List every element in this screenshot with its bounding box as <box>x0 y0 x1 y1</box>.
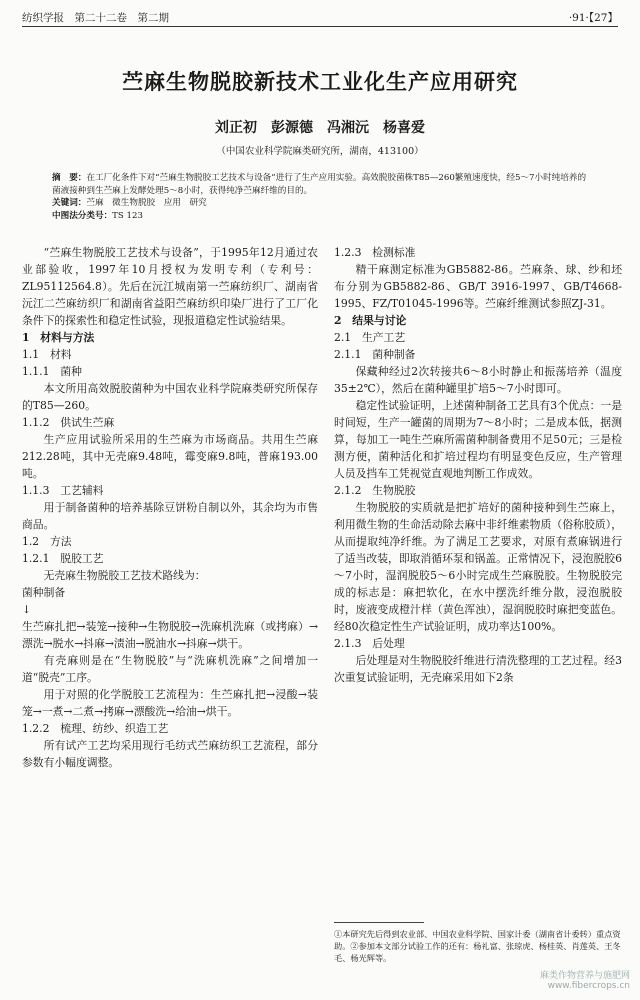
footnote: ①本研究先后得到农业部、中国农业科学院、国家计委（湖南省计委转）重点资助。②参加本文部分试验工作的还有：杨礼富、张琼虎、杨桂英、肖莲英、王冬毛、杨光辉等。 <box>334 929 621 963</box>
body-paragraph: 后处理是对生物脱胶纤维进行清洗整理的工艺过程。经3次重复试验证明，无壳麻采用如下2条 <box>334 654 622 684</box>
body-paragraph: 用于制备菌种的培养基除豆饼粉自制以外，其余均为市售商品。 <box>22 501 318 531</box>
section-heading: 1 材料与方法 <box>22 331 95 344</box>
paper-title: 苎麻生物脱胶新技术工业化生产应用研究 <box>122 69 518 94</box>
subsubsection-heading: 2.1.2 生物脱胶 <box>334 484 416 497</box>
abstract-paragraph <box>52 172 588 197</box>
body-paragraph: 无壳麻生物脱胶工艺技术路线为： <box>43 569 206 582</box>
body-paragraph: 稳定性试验证明，上述菌种制备工艺具有3个优点：一是时间短，生产一罐菌的周期为7～8小时；二是成本低，据测算，每加工一吨生苎麻所需菌种制备费用不足50元；三是检测方便，菌种活化和扩培过程均有明显变色反应，生产管理人员及挡车工凭视觉直观地判断工作成效。 <box>334 399 622 480</box>
subsubsection-heading: 1.1.3 工艺辅料 <box>22 484 104 497</box>
page-number: ·91·【27】 <box>568 12 618 24</box>
right-column <box>334 244 622 686</box>
section-heading: 2 结果与讨论 <box>334 314 407 327</box>
journal-name: 纺织学报 第二十二卷 第二期 <box>22 12 169 24</box>
classification-number: TS 123 <box>112 210 143 221</box>
site-watermark: 麻类作物营养与施肥网 www.fibercrops.cn <box>539 971 630 991</box>
subsubsection-heading: 1.2.3 检测标准 <box>334 246 416 259</box>
subsection-heading: 1.2 方法 <box>22 535 72 548</box>
keywords-label: 关键词： <box>52 198 87 208</box>
subsubsection-heading: 1.2.2 梳理、纺纱、织造工艺 <box>22 722 169 735</box>
subsubsection-heading: 1.1.1 菌种 <box>22 365 82 378</box>
classification-line <box>52 210 588 223</box>
keywords-line <box>52 197 588 210</box>
subsection-heading: 1.1 材料 <box>22 348 72 361</box>
subsubsection-heading: 1.1.2 供试生苎麻 <box>22 416 115 429</box>
subsection-heading: 2.1 生产工艺 <box>334 331 406 344</box>
body-paragraph: 生物脱胶的实质就是把扩培好的菌种接种到生苎麻上，利用微生物的生命活动除去麻中非纤维素物质（俗称胶质），从而提取纯净纤维。为了满足工艺要求，对原有煮麻锅进行了适当改装，即取消循环泵和锅盖。正常情况下，浸泡脱胶6～7小时，湿润脱胶5～6小时完成生苎麻脱胶。生物脱胶完成的标志是：麻把软化，在水中摆洗纤维分散，浸泡脱胶时，废液变成橙汁样（黄色浑浊），湿润脱胶时麻把变蓝色。经80次稳定性生产试验证明，成功率达100%。 <box>334 501 622 633</box>
abstract-label: 摘 要： <box>52 173 87 183</box>
flow-arrow: ↓ <box>22 603 32 616</box>
body-paragraph: 本文所用高效脱胶菌种为中国农业科学院麻类研究所保存的T85—260。 <box>22 382 318 412</box>
body-paragraph: 精干麻测定标准为GB5882-86。苎麻条、球、纱和坯布分别为GB5882-86、GB/T 3916-1997、GB/T4668-1995、FZ/T01045-1996等。苎麻纤维测试参照ZJ-31。 <box>334 263 622 310</box>
flow-head: 菌种制备 <box>22 586 66 599</box>
subsubsection-heading: 2.1.1 菌种制备 <box>334 348 416 361</box>
body-paragraph: 保藏种经过2次转接共6～8小时静止和振荡培养（温度35±2℃），然后在菌种罐里扩培5～7小时即可。 <box>334 365 622 395</box>
running-header <box>22 8 618 27</box>
subsubsection-heading: 1.2.1 脱胶工艺 <box>22 552 104 565</box>
abstract-block <box>52 172 588 222</box>
body-paragraph: 所有试产工艺均采用现行毛纺式苎麻纺织工艺流程，部分参数有小幅度调整。 <box>22 739 318 769</box>
body-paragraph: 有壳麻则是在“生物脱胶”与“洗麻机洗麻”之间增加一道“脱壳”工序。 <box>22 654 318 684</box>
left-column <box>22 244 318 771</box>
keywords-text: 苎麻 微生物脱胶 应用 研究 <box>86 198 207 208</box>
abstract-text: 在工厂化条件下对“苎麻生物脱胶工艺技术与设备”进行了生产应用实验。高效脱胶菌株T85—260繁殖速度快，经5～7小时纯培养的菌液接种到生苎麻上发酵处理5～8小时，获得纯净苎麻纤维的目的。 <box>52 173 587 196</box>
footnote-divider <box>334 922 424 923</box>
process-flow: 生苎麻扎把→装笼→接种→生物脱胶→洗麻机洗麻（或拷麻）→漂洗→脱水→抖麻→渍油→脱油水→抖麻→烘干。 <box>22 620 318 650</box>
classification-label: 中图法分类号： <box>52 210 113 221</box>
subsubsection-heading: 2.1.3 后处理 <box>334 637 405 650</box>
body-paragraph: 用于对照的化学脱胶工艺流程为：生苎麻扎把→浸酸→装笼→一煮→二煮→拷麻→漂酸洗→给油→烘干。 <box>22 688 318 718</box>
intro-paragraph: “苎麻生物脱胶工艺技术与设备”，于1995年12月通过农业部验收，1997年10月授权为发明专利（专利号：ZL95112564.8）。先后在沅江城南第一苎麻纺织厂、湖南省沅江二苎麻纺织厂和湖南省益阳苎麻纺织印染厂进行了工厂化条件下的探索性和稳定性试验，现报道稳定性试验结果。 <box>22 246 318 327</box>
author-list: 刘正初 彭源德 冯湘沅 杨喜爱 <box>215 120 425 136</box>
affiliation: （中国农业科学院麻类研究所，湖南，413100） <box>216 146 424 157</box>
body-paragraph: 生产应用试验所采用的生苎麻为市场商品。共用生苎麻212.28吨，其中无壳麻9.48吨，霉变麻9.8吨，普麻193.00吨。 <box>22 433 318 480</box>
